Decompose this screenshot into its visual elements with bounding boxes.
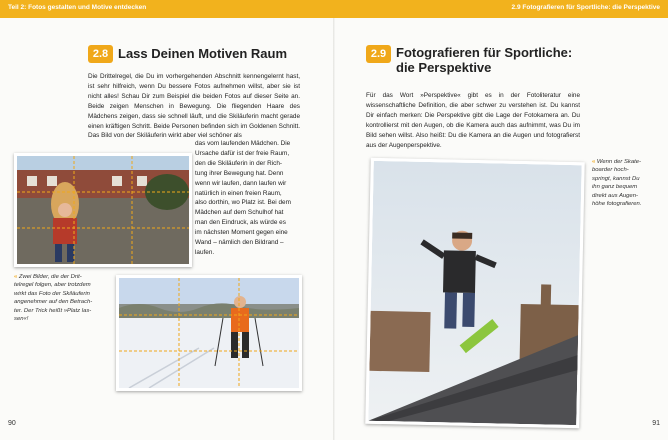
body-line: tung ihrer Bewegung hat. Denn — [195, 169, 284, 177]
body-line: wenn wir laufen, dann laufen wir — [195, 179, 287, 187]
girl-running-image — [17, 156, 189, 264]
caption-line: ter. Der Trick heißt »Platz las- — [14, 307, 92, 314]
caption-line: angenehmer auf den Betrach- — [14, 299, 93, 306]
caption-line: wirkt das Foto der Skiläuferin — [14, 290, 90, 297]
section-title-line: die Perspektive — [396, 60, 492, 75]
girl-running-photo — [14, 153, 192, 267]
skateboarder-photo — [365, 158, 585, 428]
caption-line: höhe fotografieren. — [592, 201, 642, 208]
caption-line: ihn ganz bequem — [592, 184, 638, 191]
caption-line: boarder hoch- — [592, 167, 629, 174]
caption-line: direkt aus Augen- — [592, 192, 638, 199]
right-running-head: 2.9 Fotografieren für Sportliche: die Perspektive — [511, 4, 660, 11]
page-number-left: 90 — [8, 420, 16, 427]
right-caption — [592, 158, 658, 208]
caption-marker: « — [592, 159, 596, 165]
page-number-right: 91 — [652, 420, 660, 427]
section-title-2-8: Lass Deinen Motiven Raum — [118, 46, 288, 61]
body-line: Ursache dafür ist der freie Raum, — [195, 149, 290, 157]
left-caption — [14, 273, 112, 323]
body-line: den die Skiläuferin in der Rich- — [195, 159, 283, 167]
right-body — [366, 91, 580, 150]
left-running-head: Teil 2: Fotos gestalten und Motive entdecken — [8, 4, 147, 11]
section-title-line: Fotografieren für Sportliche: — [396, 45, 573, 60]
body-line: Wand – nämlich den Bildrand – — [195, 239, 284, 247]
page-gutter — [333, 18, 335, 440]
body-line: laufen. — [195, 248, 215, 256]
left-body-top — [88, 72, 300, 141]
section-badge-2-8: 2.8 — [88, 45, 113, 63]
skier-photo — [116, 275, 302, 391]
left-body-paragraph: Die Drittelregel, die Du im vorhergehenden Abschnitt kennengelernt hast, ist sehr hilfreich, wenn Du bessere Fotos aufnehmen willst, aber sie ist nicht alles! Schau Dir zum Beispiel die beiden Fotos auf dieser Seite an. Beide zeigen Menschen in Bewegung. Die fliegenden Haare des Mädchens zeigen, dass sie schnell läuft, und die Skiläuferin macht gerade einen kräftigen Schritt. Beide Personen befinden sich im Goldenen Schnitt. Das Bild von der Skiläuferin wirkt aber viel schöner als — [88, 73, 300, 140]
caption-line: sen«! — [14, 316, 29, 323]
body-line: im nächsten Moment gegen eine — [195, 229, 288, 237]
caption-marker: « — [14, 274, 18, 280]
left-body-column — [195, 139, 300, 258]
right-header-band — [334, 0, 668, 18]
section-badge-2-9: 2.9 — [366, 45, 391, 63]
right-body-paragraph: Für das Wort »Perspektive« gibt es in der Fotoliteratur eine wissenschaftliche Definition, die aber schwer zu verstehen ist. Du kannst Dir einfach merken: Die Perspektive gibt die Lage der Fotokamera an. Du kontrollierst mit den Augen, ob die Kamera auch das aufnimmt, was Du im Bild sehen willst. Also heißt: Du die Kamera an die Augen und fotografierst aus der Augenperspektive. — [366, 92, 580, 149]
section-title-2-9 — [396, 45, 572, 75]
body-line: Mädchen auf dem Schulhof hat — [195, 209, 284, 217]
left-header-band — [0, 0, 334, 18]
body-line: man den Eindruck, als würde es — [195, 219, 286, 227]
body-line: natürlich in einen freien Raum, — [195, 189, 282, 197]
caption-line: telregel folgen, aber trotzdem — [14, 282, 91, 289]
caption-line: Wenn der Skate- — [596, 159, 642, 165]
skier-image — [119, 278, 299, 388]
caption-line: Zwei Bilder, die der Drit- — [18, 274, 82, 280]
caption-line: springt, kannst Du — [592, 175, 640, 182]
body-line: das vom laufenden Mädchen. Die — [195, 140, 291, 147]
skateboarder-image — [368, 161, 581, 425]
body-line: also dorthin, wo Platz ist. Bei dem — [195, 199, 291, 207]
